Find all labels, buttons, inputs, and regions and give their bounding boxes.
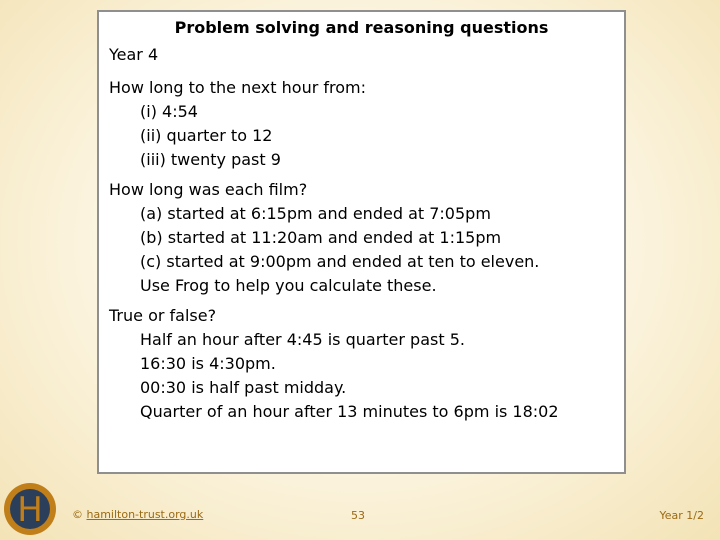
question-3-item: Quarter of an hour after 13 minutes to 6pm is 18:02 — [140, 402, 559, 421]
question-3-item: Half an hour after 4:45 is quarter past 5. — [140, 330, 465, 349]
question-1-prompt: How long to the next hour from: — [109, 78, 366, 97]
question-2-item: (b) started at 11:20am and ended at 1:15pm — [140, 228, 502, 247]
question-2-item: (a) started at 6:15pm and ended at 7:05pm — [140, 204, 491, 223]
question-3-item: 00:30 is half past midday. — [140, 378, 347, 397]
worksheet-card — [97, 10, 626, 474]
page-number: 53 — [351, 509, 365, 522]
copyright-symbol: © — [72, 508, 83, 521]
question-3-prompt: True or false? — [109, 306, 217, 325]
year-group-label: Year 1/2 — [659, 509, 704, 522]
hamilton-logo-icon — [3, 482, 57, 536]
question-2-item: (c) started at 9:00pm and ended at ten to eleven. — [140, 252, 540, 271]
page-title: Problem solving and reasoning questions — [174, 18, 549, 37]
question-1-item: (i) 4:54 — [140, 102, 198, 121]
question-1-item: (ii) quarter to 12 — [140, 126, 273, 145]
logo-letter: H — [17, 490, 43, 530]
question-2-note: Use Frog to help you calculate these. — [140, 276, 437, 295]
hamilton-trust-link[interactable]: hamilton-trust.org.uk — [86, 508, 204, 521]
question-3-item: 16:30 is 4:30pm. — [140, 354, 276, 373]
copyright-notice — [72, 508, 203, 521]
question-1-item: (iii) twenty past 9 — [140, 150, 281, 169]
year-label: Year 4 — [109, 45, 159, 64]
question-2-prompt: How long was each film? — [109, 180, 308, 199]
